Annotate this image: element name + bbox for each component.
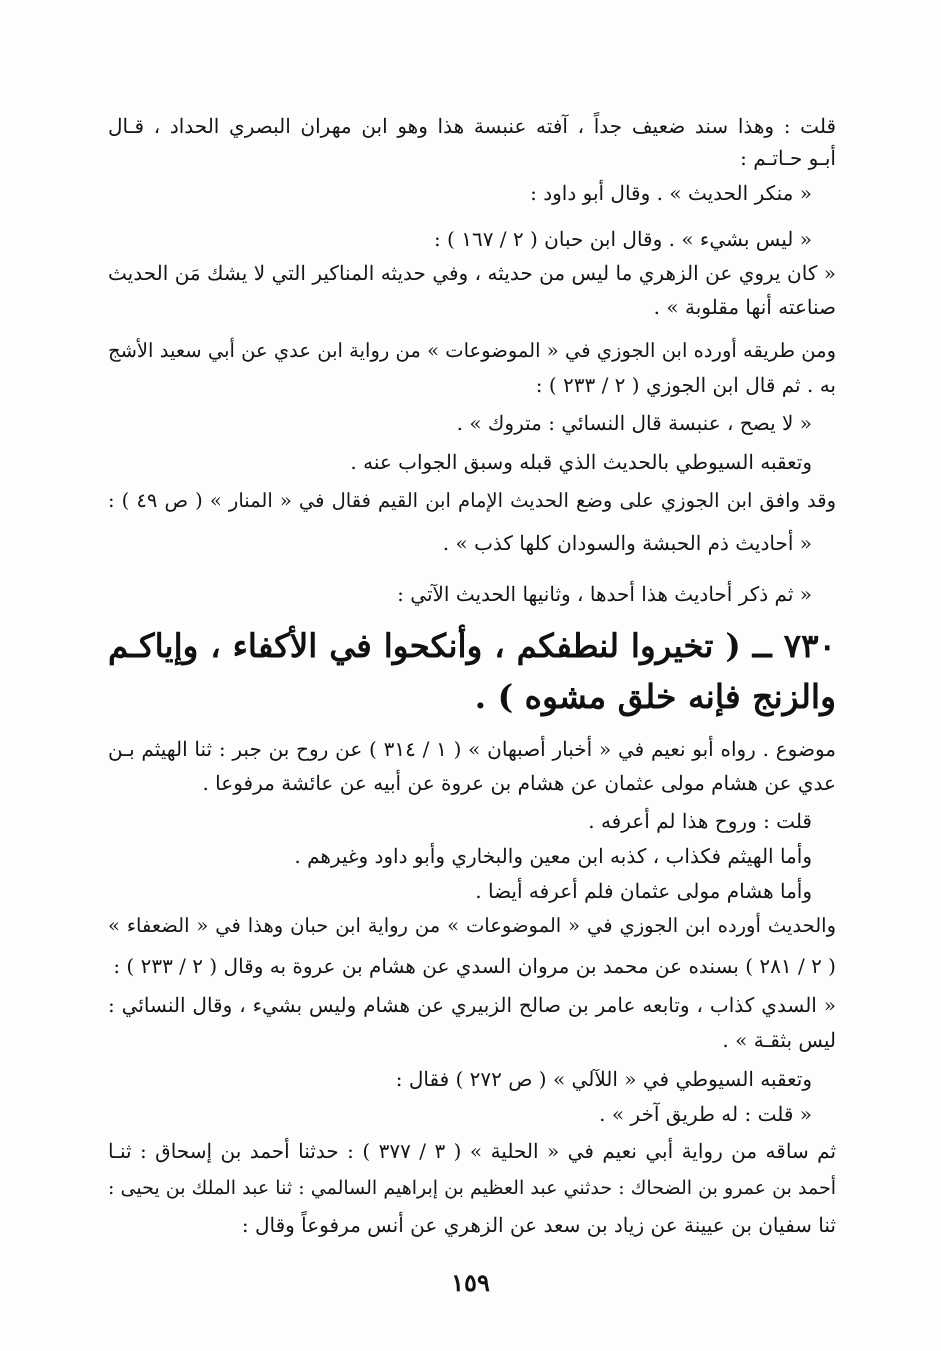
paragraph-line: وتعقبه السيوطي في « اللآلي » ( ص ٢٧٢ ) فقال : xyxy=(395,1067,812,1091)
quote-line: « منكر الحديث » . وقال أبو داود : xyxy=(530,181,812,205)
paragraph-line: ثم ساقه من رواية أبي نعيم في « الحلية » ( ٣ / ٣٧٧ ) : حدثنا أحمد بن إسحاق : ثنـا xyxy=(108,1139,837,1163)
paragraph-line: عدي عن هشام مولى عثمان عن هشام بن عروة عن أبيه عن عائشة مرفوعا . xyxy=(202,771,836,795)
quote-line: « ثم ذكر أحاديث هذا أحدها ، وثانيها الحديث الآتي : xyxy=(397,582,812,606)
ruling-line: موضوع . رواه أبو نعيم في « أخبار أصبهان » ( ١ / ٣١٤ ) عن روح بن جبر : ثنا الهيثم بـن xyxy=(108,737,837,761)
paragraph-line: قلت : وروح هذا لم أعرفه . xyxy=(588,809,812,833)
paragraph-line: ثنا سفيان بن عيينة عن زياد بن سعد عن الزهري عن أنس مرفوعاً وقال : xyxy=(241,1213,836,1237)
quote-line: « ليس بشيء » . وقال ابن حبان ( ٢ / ١٦٧ ) : xyxy=(433,227,812,251)
paragraph-line: أبـو حـاتـم : xyxy=(740,146,836,170)
paragraph-line: ومن طريقه أورده ابن الجوزي في « الموضوعات » من رواية ابن عدي عن أبي سعيد الأشج xyxy=(108,339,836,362)
page-number: ١٥٩ xyxy=(451,1268,490,1297)
paragraph-line: به . ثم قال ابن الجوزي ( ٢ / ٢٣٣ ) : xyxy=(535,373,836,397)
hadith-heading: والزنج فإنه خلق مشوه ) . xyxy=(474,677,836,716)
quote-line: « لا يصح ، عنبسة قال النسائي : متروك » . xyxy=(456,411,812,435)
quote-line: « قلت : له طريق آخر » . xyxy=(599,1102,812,1126)
quote-line: « كان يروي عن الزهري ما ليس من حديثه ، وفي حديثه المناكير التي لا يشك مَن الحديث xyxy=(108,261,836,285)
paragraph-line: وأما الهيثم فكذاب ، كذبه ابن معين والبخاري وأبو داود وغيرهم . xyxy=(294,844,812,868)
page-body xyxy=(108,0,836,1351)
quote-line: « أحاديث ذم الحبشة والسودان كلها كذب » . xyxy=(442,531,812,555)
paragraph-line: ( ٢ / ٢٨١ ) بسنده عن محمد بن مروان السدي عن هشام بن عروة به وقال ( ٢ / ٢٣٣ ) : xyxy=(113,954,836,978)
paragraph-line: وقد وافق ابن الجوزي على وضع الحديث الإمام ابن القيم فقال في « المنار » ( ص ٤٩ ) : xyxy=(108,489,837,512)
paragraph-line: وأما هشام مولى عثمان فلم أعرفه أيضا . xyxy=(475,879,812,903)
paragraph-line: وتعقبه السيوطي بالحديث الذي قبله وسبق الجواب عنه . xyxy=(350,450,812,474)
quote-line: « السدي كذاب ، وتابعه عامر بن صالح الزبيري عن هشام وليس بشيء ، وقال النسائي : xyxy=(108,993,836,1017)
hadith-heading: ٧٣٠ ــ ( تخيروا لنطفكم ، وأنكحوا في الأكفاء ، وإياكـم xyxy=(108,626,836,665)
paragraph-line: صناعته أنها مقلوبة » . xyxy=(653,295,836,319)
paragraph-line: قلت : وهذا سند ضعيف جداً ، آفته عنبسة هذا وهو ابن مهران البصري الحداد ، قـال xyxy=(108,114,836,138)
paragraph-line: أحمد بن عمرو بن الضحاك : حدثني عبد العظيم بن إبراهيم السالمي : ثنا عبد الملك بن يحيى : xyxy=(108,1177,836,1199)
paragraph-line: والحديث أورده ابن الجوزي في « الموضوعات » من رواية ابن حبان وهذا في « الضعفاء » xyxy=(108,914,836,937)
quote-line: ليس بثقـة » . xyxy=(722,1028,836,1052)
